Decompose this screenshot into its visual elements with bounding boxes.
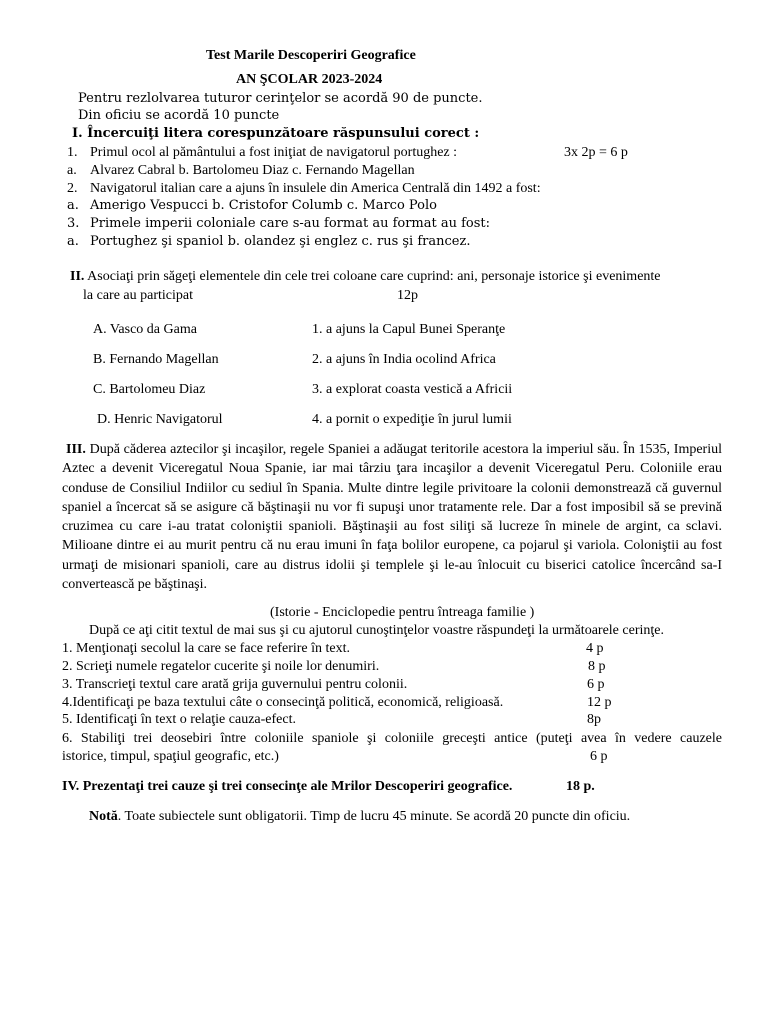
right-item-1: 1. a ajuns la Capul Bunei Speranţe — [312, 322, 506, 337]
part3-number: III. — [66, 442, 86, 457]
answer-letter: a. — [67, 198, 79, 213]
right-item-3: 3. a explorat coasta vestică a Africii — [312, 382, 513, 397]
right-item-4: 4. a pornit o expediţie în jurul lumii — [312, 412, 512, 427]
right-item-2: 2. a ajuns în India ocolind Africa — [312, 352, 496, 367]
answer-options: Amerigo Vespucci b. Cristofor Columb c. Marco Polo — [90, 198, 437, 213]
points-office: Din oficiu se acordă 10 puncte — [78, 108, 280, 123]
note — [89, 809, 630, 825]
answers-1 — [67, 163, 415, 179]
school-year: AN ŞCOLAR 2023-2024 — [236, 72, 383, 87]
source-citation: (Istorie - Enciclopedie pentru întreaga familie ) — [270, 605, 535, 620]
answers-3 — [67, 234, 471, 249]
points-total: Pentru rezlolvarea tuturor cerinţelor se acordă 90 de puncte. — [78, 91, 483, 106]
note-label: Notă — [89, 809, 118, 824]
part2-heading-line1: Asociaţi prin săgeţi elementele din cele trei coloane care cuprind: ani, personaje istorice şi evenimente — [87, 269, 661, 284]
left-item-b: B. Fernando Magellan — [93, 352, 219, 367]
task-5: 5. Identificaţi în text o relaţie cauza-efect. — [62, 712, 296, 727]
task-2-points: 8 p — [588, 659, 606, 674]
question-number: 3. — [67, 216, 80, 231]
task-1-points: 4 p — [586, 641, 604, 656]
task-3: 3. Transcrieţi textul care arată grija guvernului pentru colonii. — [62, 677, 408, 692]
task-1: 1. Menţionaţi secolul la care se face referire în text. — [62, 641, 351, 656]
answer-letter: a. — [67, 234, 79, 249]
answer-options: Portughez şi spaniol b. olandez şi englez c. rus şi francez. — [90, 234, 471, 249]
part2-points: 12p — [397, 288, 418, 303]
task-3-points: 6 p — [587, 677, 605, 692]
question-number: 2. — [67, 181, 78, 196]
part2-heading — [70, 269, 661, 285]
task-4-points: 12 p — [587, 695, 612, 710]
question-text: Primul ocol al pământului a fost iniţiat de navigatorul portughez : — [90, 145, 458, 160]
part3-instruction: După ce aţi citit textul de mai sus şi cu ajutorul cunoştinţelor voastre răspundeţi la următoarele cerinţe. — [89, 623, 664, 638]
answers-2 — [67, 198, 437, 213]
question-text: Navigatorul italian care a ajuns în insulele din America Centrală din 1492 a fost: — [90, 181, 541, 196]
question-1 — [67, 145, 458, 161]
test-title: Test Marile Descoperiri Geografice — [206, 48, 416, 63]
part4-heading: IV. Prezentaţi trei cauze şi trei consecinţe ale Mrilor Descoperiri geografice. — [62, 779, 513, 794]
left-item-d: D. Henric Navigatorul — [97, 412, 223, 427]
part4-points: 18 p. — [566, 779, 595, 794]
answer-letter: a. — [67, 163, 77, 178]
task-5-points: 8p — [587, 712, 601, 727]
task-6-line1: 6. Stabiliţi trei deosebiri între coloniile spaniole şi coloniile greceşti antice (puteţi avea în vedere cauzele — [62, 731, 722, 746]
task-6-points: 6 p — [590, 749, 608, 764]
part3-text: După căderea aztecilor şi incaşilor, regele Spaniei a adăugat teritorile acestora la imperiul său. În 1535, Imperiul Aztec a devenit Viceregatul Noua Spanie, iar mai târziu ţara incaşilor a devenit Viceregatul Peru. Coloniile erau conduse de Consiliul Indiilor cu sediul în Spania. Multe dintre legile privitoare la colonii demonstrează că guvernul spaniel a încercat să se asigure că băştinaşii nu vor fi supuşi unor tratamente rele. Dar a fost imposibil să se prevină cruzimea cu care i-au tratat coloniştii spanioli. Băştinaşii au fost siliţi să lucreze în minele de argint, ca sclavi. Milioane dintre ei au murit pentru că nu erau imuni în faţa bolilor europene, ca pojarul şi variola. Coloniştii au fost urmaţi de misionari spanioli, care au distrus idolii şi templele şi le-au înlocuit cu biserici catolice încercând sa-I convertească pe băştinaşi. — [62, 442, 722, 593]
part1-heading: I. Încercuiţi litera corespunzătoare răspunsului corect : — [72, 126, 480, 141]
task-4: 4.Identificaţi pe baza textului câte o consecinţă politică, economică, religioasă. — [62, 695, 504, 710]
part3-paragraph — [62, 440, 722, 594]
task-6-line2: istorice, timpul, spaţiul geografic, etc.) — [62, 749, 279, 764]
answer-options: Alvarez Cabral b. Bartolomeu Diaz c. Fernando Magellan — [90, 163, 415, 178]
question-text: Primele imperii coloniale care s-au format au format au fost: — [90, 216, 491, 231]
note-text: . Toate subiectele sunt obligatorii. Timp de lucru 45 minute. Se acordă 20 puncte din oficiu. — [117, 809, 631, 824]
task-2: 2. Scrieţi numele regatelor cucerite şi noile lor denumiri. — [62, 659, 380, 674]
part2-heading-line2: la care au participat — [83, 288, 193, 303]
left-item-a: A. Vasco da Gama — [93, 322, 197, 337]
part2-number: II. — [70, 269, 85, 284]
left-item-c: C. Bartolomeu Diaz — [93, 382, 206, 397]
question-number: 1. — [67, 145, 78, 160]
question-3 — [67, 216, 491, 231]
question-1-points: 3x 2p = 6 p — [564, 145, 628, 160]
question-2 — [67, 181, 541, 197]
